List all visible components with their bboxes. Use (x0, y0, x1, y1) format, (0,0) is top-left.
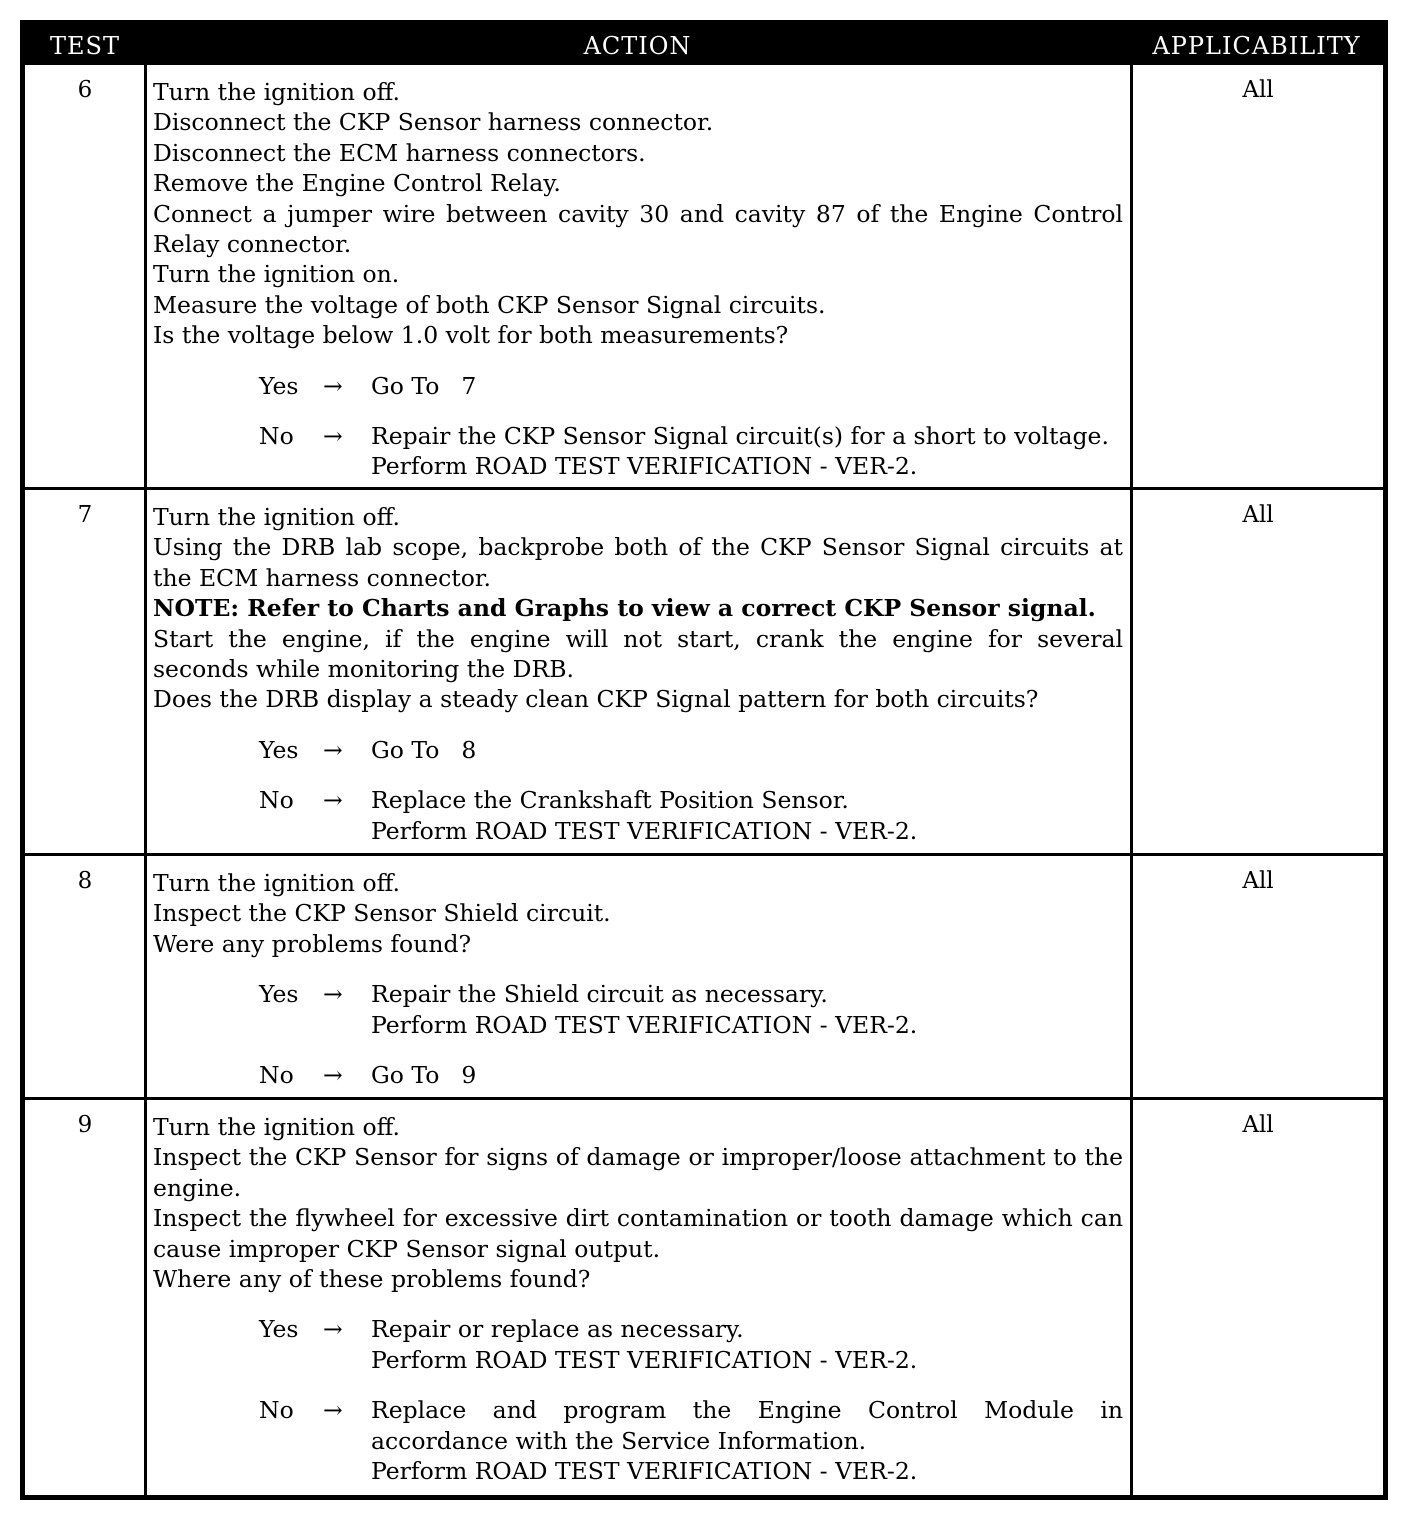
answer-text: Perform ROAD TEST VERIFICATION - VER-2. (371, 1345, 918, 1374)
header-applicability: APPLICABILITY (1152, 32, 1361, 60)
applicability-value: All (1242, 868, 1274, 894)
action-step: Turn the ignition off. (153, 78, 401, 106)
goto-link[interactable]: 7 (461, 371, 477, 400)
test-number: 8 (77, 868, 93, 894)
action-cell (153, 502, 1123, 846)
no-label: No (259, 422, 294, 451)
answer-text: Replace and program the Engine Control Module in accordance with the Service Information. (371, 1396, 1123, 1455)
applicability-value: All (1242, 502, 1274, 528)
yes-label: Yes (259, 371, 299, 400)
no-label: No (259, 1396, 294, 1425)
action-step: Disconnect the ECM harness connectors. (153, 138, 646, 167)
goto-link[interactable]: 9 (461, 1061, 477, 1090)
action-step: Measure the voltage of both CKP Sensor Signal circuits. (153, 290, 826, 319)
yes-label: Yes (259, 735, 299, 764)
action-cell (153, 1112, 1123, 1486)
action-step: Inspect the CKP Sensor Shield circuit. (153, 899, 611, 928)
answer-no (153, 421, 1123, 482)
action-question: Is the voltage below 1.0 volt for both measurements? (153, 321, 789, 350)
answer-no (153, 1395, 1123, 1486)
answer-text: Perform ROAD TEST VERIFICATION - VER-2. (371, 1457, 918, 1486)
header-action: ACTION (583, 32, 692, 60)
action-step: Using the DRB lab scope, backprobe both of the CKP Sensor Signal circuits at the ECM harness connector. (153, 533, 1123, 592)
answer-text: Perform ROAD TEST VERIFICATION - VER-2. (371, 816, 918, 845)
test-number: 7 (77, 502, 93, 528)
right-arrow-icon: → (323, 786, 343, 815)
right-arrow-icon: → (323, 735, 343, 764)
applicability-value: All (1242, 77, 1274, 103)
answer-text: Repair the CKP Sensor Signal circuit(s) for a short to voltage. (371, 422, 1109, 451)
test-number: 6 (77, 77, 93, 103)
goto-text: Go To (371, 1061, 440, 1090)
table-row (25, 65, 1383, 487)
table-row (25, 490, 1383, 853)
yes-label: Yes (259, 1315, 299, 1344)
action-step: Turn the ignition off. (153, 503, 401, 531)
goto-text: Go To (371, 735, 440, 764)
header-test: TEST (50, 32, 120, 60)
answer-text: Perform ROAD TEST VERIFICATION - VER-2. (371, 1010, 918, 1039)
action-step: Connect a jumper wire between cavity 30 and cavity 87 of the Engine Control Relay connector. (153, 199, 1123, 259)
goto-text: Go To (371, 371, 440, 400)
applicability-value: All (1242, 1112, 1274, 1138)
action-step: Disconnect the CKP Sensor harness connector. (153, 108, 714, 137)
action-step: Inspect the CKP Sensor for signs of damage or improper/loose attachment to the engine. (153, 1143, 1123, 1202)
answer-no (153, 1060, 1123, 1090)
action-question: Does the DRB display a steady clean CKP Signal pattern for both circuits? (153, 685, 1039, 714)
right-arrow-icon: → (323, 1315, 343, 1344)
yes-label: Yes (259, 980, 299, 1009)
no-label: No (259, 1061, 294, 1090)
action-question: Were any problems found? (153, 929, 472, 958)
goto-link[interactable]: 8 (461, 735, 477, 764)
answer-text: Replace the Crankshaft Position Sensor. (371, 786, 849, 815)
action-step: Inspect the flywheel for excessive dirt contamination or tooth damage which can cause improper CKP Sensor signal output. (153, 1204, 1123, 1263)
action-cell (153, 868, 1123, 1090)
right-arrow-icon: → (323, 1061, 343, 1090)
action-step: Turn the ignition off. (153, 869, 401, 897)
table-row (25, 856, 1383, 1097)
answer-text: Repair or replace as necessary. (371, 1315, 744, 1344)
answer-no (153, 785, 1123, 846)
action-step: Turn the ignition off. (153, 1113, 401, 1141)
right-arrow-icon: → (323, 371, 343, 400)
action-note: NOTE: Refer to Charts and Graphs to view a correct CKP Sensor signal. (153, 594, 1096, 623)
right-arrow-icon: → (323, 1396, 343, 1425)
answer-yes (153, 371, 1123, 401)
answer-text: Perform ROAD TEST VERIFICATION - VER-2. (371, 452, 918, 481)
answer-text: Repair the Shield circuit as necessary. (371, 980, 828, 1009)
diagnostic-test-table (20, 20, 1388, 1500)
action-step: Start the engine, if the engine will not start, crank the engine for several seconds while monitoring the DRB. (153, 624, 1123, 684)
test-number: 9 (77, 1112, 93, 1138)
right-arrow-icon: → (323, 422, 343, 451)
action-cell (153, 77, 1123, 482)
answer-yes (153, 735, 1123, 765)
action-step: Turn the ignition on. (153, 260, 400, 289)
table-header (25, 25, 1383, 65)
action-question: Where any of these problems found? (153, 1265, 591, 1294)
no-label: No (259, 786, 294, 815)
table-row (25, 1100, 1383, 1495)
action-step: Remove the Engine Control Relay. (153, 169, 561, 198)
answer-yes (153, 1314, 1123, 1375)
answer-yes (153, 979, 1123, 1040)
right-arrow-icon: → (323, 980, 343, 1009)
